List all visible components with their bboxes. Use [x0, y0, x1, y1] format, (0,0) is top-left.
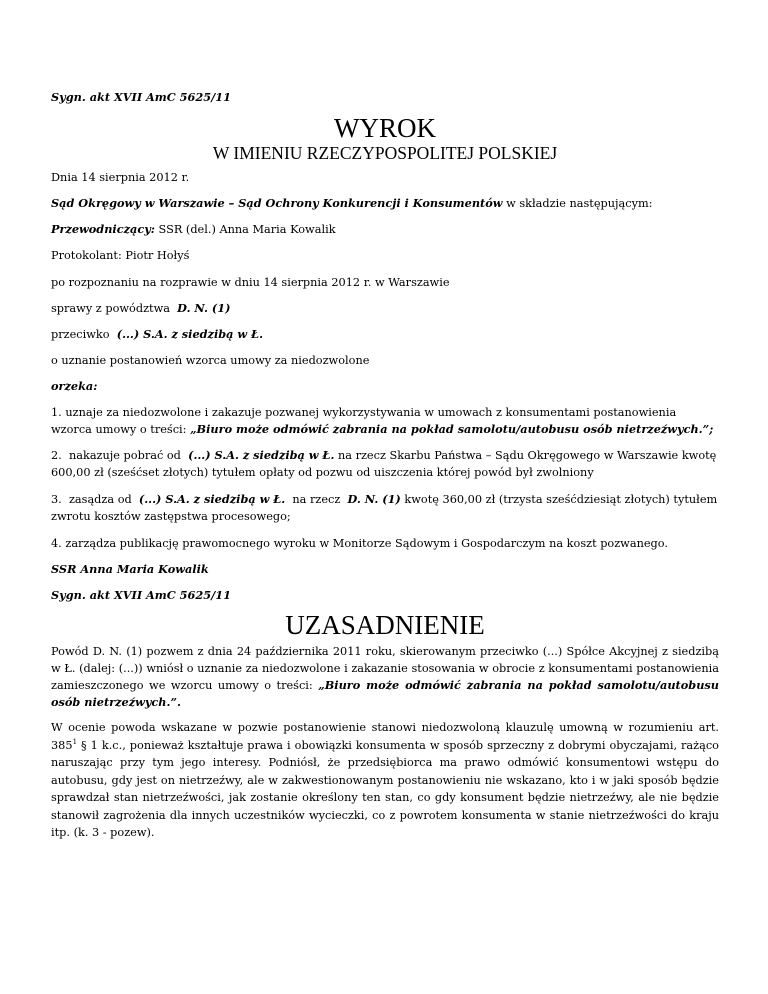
- chair-value: SSR (del.) Anna Maria Kowalik: [154, 223, 336, 236]
- ruling-2: [51, 447, 719, 481]
- para-1-text: Powód D. N. (1) pozwem z dnia 24 października 2011 roku, skierowanym przeciwko (...) Spółce Akcyjnej z siedzibą w Ł. (dalej: (...)) wniósł o uznanie za niedozwolone i zakazanie stosowania w obrocie z konsumentami postanowienia zamieszczonego we wzorcu umowy o treści:: [51, 645, 719, 692]
- para-2-superscript: 1: [72, 737, 78, 746]
- justification-para-1: [51, 643, 719, 711]
- ruling-1-text: 1. uznaje za niedozwolone i zakazuje pozwanej wykorzystywania w umowach z konsumentami postanowienia wzorca umowy o treści:: [51, 406, 677, 436]
- court-rest: w składzie następującym:: [502, 197, 653, 210]
- ruling-1: [51, 404, 719, 438]
- para-1-quote: „Biuro może odmówić zabrania na pokład samolotu/autobusu osób nietrzeźwych.”.: [51, 678, 719, 709]
- hearing-line: po rozpoznaniu na rozprawie w dniu 14 sierpnia 2012 r. w Warszawie: [51, 276, 450, 289]
- ruling-3-prefix: 3. zasądza od: [51, 493, 139, 506]
- verdict-title: WYROK: [334, 113, 436, 143]
- against-party: (...) S.A. z siedzibą w Ł.: [116, 327, 264, 341]
- ruling-2-prefix: 2. nakazuje pobrać od: [51, 449, 189, 462]
- chair-label: Przewodniczący:: [51, 222, 155, 236]
- ruling-3-party-2: D. N. (1): [347, 492, 401, 506]
- case-signature: Sygn. akt XVII AmC 5625/11: [51, 90, 231, 104]
- ruling-3-mid: na rzecz: [285, 493, 348, 506]
- subject-line: o uznanie postanowień wzorca umowy za niedozwolone: [51, 354, 370, 367]
- judge-signature: SSR Anna Maria Kowalik: [51, 562, 209, 576]
- ruling-1-quote: „Biuro może odmówić zabrania na pokład samolotu/autobusu osób nietrzeźwych.”;: [190, 422, 714, 436]
- against-prefix: przeciwko: [51, 328, 117, 341]
- ruling-4: 4. zarządza publikację prawomocnego wyroku w Monitorze Sądowym i Gospodarczym na koszt pozwanego.: [51, 537, 668, 550]
- claim-prefix: sprawy z powództwa: [51, 302, 178, 315]
- rules-label: orzeka:: [51, 379, 98, 393]
- ruling-2-party: (...) S.A. z siedzibą w Ł.: [188, 448, 335, 462]
- chair-line: [51, 221, 719, 238]
- justification-para-2: [51, 719, 719, 842]
- ruling-3-text: kwotę 360,00 zł (trzysta sześćdziesiąt złotych) tytułem zwrotu kosztów zastępstwa procesowego;: [51, 493, 718, 523]
- para-2-text-a: W ocenie powoda wskazane w pozwie postanowienie stanowi niedozwoloną klauzulę umowną w rozumieniu art. 385: [51, 721, 719, 752]
- ruling-3: [51, 491, 719, 525]
- para-2-text-b: § 1 k.c., ponieważ kształtuje prawa i obowiązki konsumenta w sposób sprzeczny z dobrymi obyczajami, rażąco naruszając przy tym jego interesy. Podniósł, że przedsiębiorca ma prawo odmówić konsumentowi wstępu do autobusu, gdy jest on nietrzeźwy, ale w zakwestionowanym postanowieniu nie wskazano, kto i w jaki sposób będzie sprawdzał stan nietrzeźwości, jak zostanie określony ten stan, co gdy konsument będzie nietrzeźwy, ale nie będzie stanowił zagrożenia dla innych uczestników wycieczki, co z powrotem konsumenta w stanie nietrzeźwości do kraju itp. (k. 3 - pozew).: [51, 738, 719, 839]
- justification-title: UZASADNIENIE: [285, 610, 485, 640]
- court-line: [51, 195, 719, 212]
- ruling-3-party-1: (...) S.A. z siedzibą w Ł.: [138, 492, 286, 506]
- against-line: [51, 326, 719, 343]
- ruling-2-text: na rzecz Skarbu Państwa – Sądu Okręgowego w Warszawie kwotę 600,00 zł (sześćset złotych) tytułem opłaty od pozwu od uiszczenia której powód był zwolniony: [51, 449, 717, 479]
- date-line: Dnia 14 sierpnia 2012 r.: [51, 171, 190, 184]
- claim-line: [51, 300, 719, 317]
- case-signature-2: Sygn. akt XVII AmC 5625/11: [51, 588, 231, 602]
- verdict-subtitle: W IMIENIU RZECZYPOSPOLITEJ POLSKIEJ: [212, 143, 558, 163]
- clerk-line: Protokolant: Piotr Hołyś: [51, 249, 190, 262]
- court-name: Sąd Okręgowy w Warszawie – Sąd Ochrony Konkurencji i Konsumentów: [51, 196, 503, 210]
- claim-party: D. N. (1): [177, 301, 231, 315]
